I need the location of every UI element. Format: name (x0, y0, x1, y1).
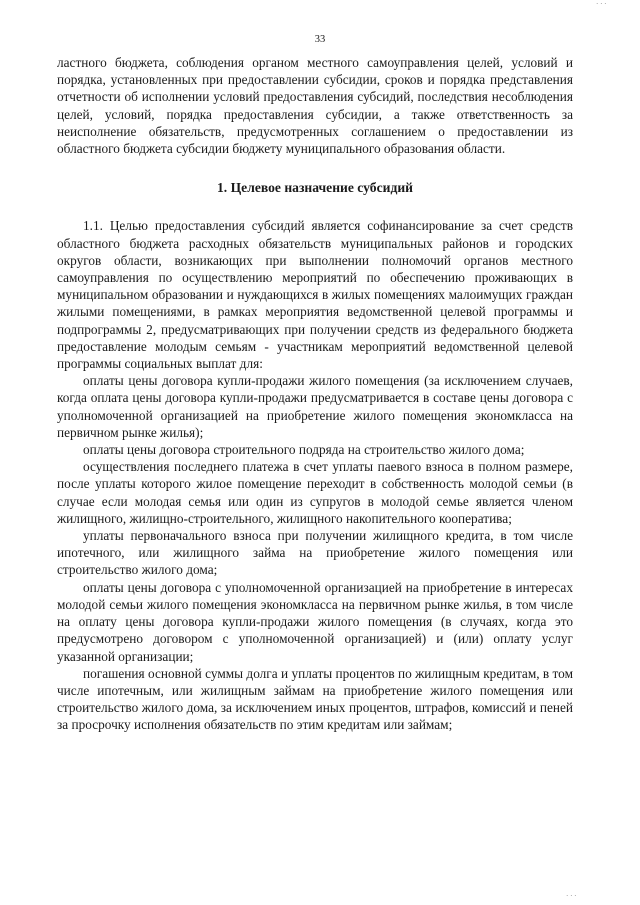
paragraph-1-1: 1.1. Целью предоставления субсидий является софинансирование за счет средств областного бюджета расходных обязательств муниципальных районов и городских округов области, возникающих при выполнении полномочий органов местного самоуправления по осуществлению мероприятий по обеспечению проживающих в муниципальном образовании и нуждающихся в жилых помещениях малоимущих граждан жилыми помещениями, в рамках мероприятия ведомственной целевой программы и подпрограммы 2, предусматривающих при получении средств из федерального бюджета предоставление молодым семьям - участникам мероприятий ведомственной целевой программы социальных выплат для: (57, 218, 573, 372)
list-item-share-payment: осуществления последнего платежа в счет уплаты паевого взноса в полном размере, после уплаты которого жилое помещение переходит в собственность молодой семьи (в случае если молодая семья или один из супругов в молодой семье является членом жилищного, жилищно-строительного, жилищного накопительного кооператива; (57, 459, 573, 526)
list-item-down-payment: уплаты первоначального взноса при получении жилищного кредита, в том числе ипотечного, или жилищного займа на приобретение жилого помещения или строительство жилого дома; (57, 528, 573, 578)
list-item-authorized-org: оплаты цены договора с уполномоченной организацией на приобретение в интересах молодой семьи жилого помещения экономкласса на первичном рынке жилья, в том числе на оплату цены договора купли-продажи жилого помещения (в случаях, когда это предусмотрено договором с уполномоченной организацией) и (или) оплату услуг указанной организации; (57, 579, 573, 664)
scan-mark-bottom: · · · (566, 892, 577, 900)
intro-paragraph: ластного бюджета, соблюдения органом местного самоуправления целей, условий и порядка, установленных при предоставлении субсидии, сроков и порядка представления отчетности об исполнении условий предоставления субсидий, последствия несоблюдения целей, условий, порядка предоставления субсидии, а также ответственность за неисполнение обязательств, предусмотренных соглашением о предоставлении из областного бюджета субсидии бюджету муниципального образования области. (57, 55, 573, 157)
document-body (57, 54, 573, 734)
list-item-construction: оплаты цены договора строительного подряда на строительство жилого дома; (83, 442, 525, 458)
scan-mark-top: · · · (596, 0, 607, 8)
list-item-purchase: оплаты цены договора купли-продажи жилого помещения (за исключением случаев, когда оплата цены договора купли-продажи предусматривается в составе цены договора с уполномоченной организацией на приобретение жилого помещения экономкласса на первичном рынке жилья); (57, 373, 573, 440)
section-heading: 1. Целевое назначение субсидий (217, 180, 413, 196)
list-item-loan-repayment: погашения основной суммы долга и уплаты процентов по жилищным кредитам, в том числе ипотечным, или жилищным займам на приобретение жилого помещения или строительство жилого дома, за исключением иных процентов, штрафов, комиссий и пеней за просрочку исполнения обязательств по этим кредитам или займам; (57, 665, 573, 733)
page-number: 33 (314, 34, 326, 45)
